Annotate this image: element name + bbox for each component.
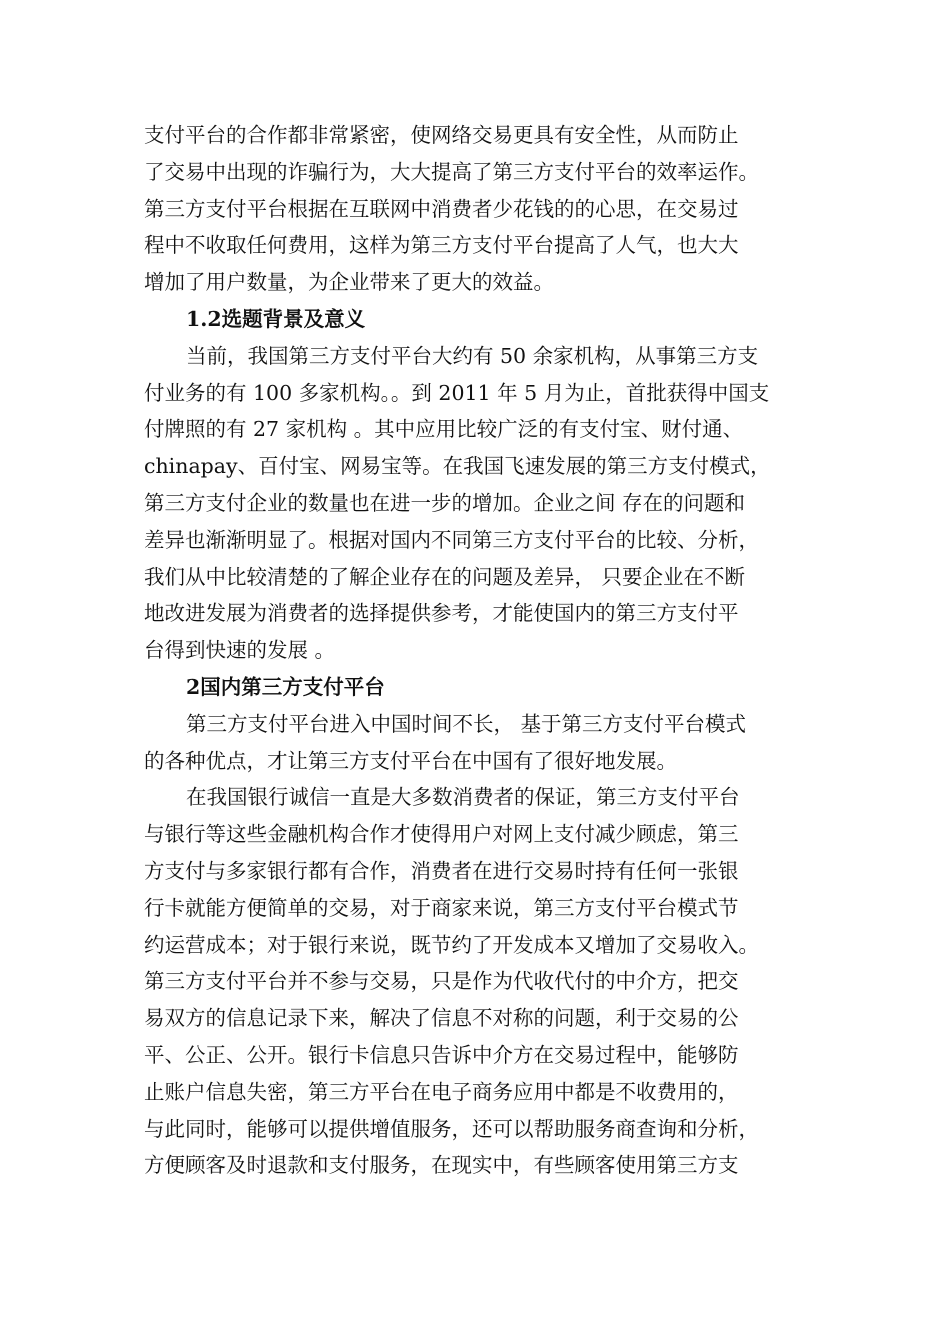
body-text-line: 当前，我国第三方支付平台大约有 50 余家机构，从事第三方支 <box>186 343 759 368</box>
body-text-line: 付牌照的有 27 家机构 。其中应用比较广泛的有支付宝、财付通、 <box>144 417 744 442</box>
body-text-line: 付业务的有 100 多家机构。。到 2011 年 5 月为止，首批获得中国支 <box>144 380 770 405</box>
body-text-line: 方便顾客及时退款和支付服务，在现实中，有些顾客使用第三方支 <box>144 1153 739 1178</box>
body-text-line: 台得到快速的发展 。 <box>144 638 336 663</box>
section-heading: 2国内第三方支付平台 <box>186 674 385 699</box>
body-text-line: 第三方支付平台进入中国时间不长， 基于第三方支付平台模式 <box>186 711 747 736</box>
body-text-line: 止账户信息失密，第三方平台在电子商务应用中都是不收费用的， <box>144 1079 739 1104</box>
document-body <box>144 117 824 1184</box>
body-text-line: 在我国银行诚信一直是大多数消费者的保证，第三方支付平台 <box>186 785 740 810</box>
body-text-line: 增加了用户数量，为企业带来了更大的效益。 <box>144 270 554 295</box>
body-text-line: 平、公正、公开。银行卡信息只告诉中介方在交易过程中，能够防 <box>144 1042 739 1067</box>
body-text-line: 第三方支付企业的数量也在进一步的增加。企业之间 存在的问题和 <box>144 490 746 515</box>
body-text-line: 易双方的信息记录下来，解决了信息不对称的问题，利于交易的公 <box>144 1006 739 1031</box>
body-text-line: 行卡就能方便简单的交易，对于商家来说，第三方支付平台模式节 <box>144 895 739 920</box>
body-text-line: 支付平台的合作都非常紧密，使网络交易更具有安全性，从而防止 <box>144 123 739 147</box>
body-text-line: 我们从中比较清楚的了解企业存在的问题及差异， 只要企业在不断 <box>144 564 746 589</box>
body-text-line: 了交易中出现的诈骗行为，大大提高了第三方支付平台的效率运作。 <box>144 159 759 184</box>
body-text-line: 程中不收取任何费用，这样为第三方支付平台提高了人气，也大大 <box>144 233 739 258</box>
body-text-line: 方支付与多家银行都有合作，消费者在进行交易时持有任何一张银 <box>144 858 739 883</box>
body-text-line: 地改进发展为消费者的选择提供参考，才能使国内的第三方支付平 <box>144 601 739 626</box>
body-text-line: 差异也渐渐明显了。根据对国内不同第三方支付平台的比较、分析， <box>144 527 759 552</box>
body-text-line: 与此同时，能够可以提供增值服务，还可以帮助服务商查询和分析， <box>144 1116 759 1141</box>
body-text-line: 的各种优点，才让第三方支付平台在中国有了很好地发展。 <box>144 748 677 773</box>
body-text-line: 第三方支付平台根据在互联网中消费者少花钱的的心思，在交易过 <box>144 196 739 221</box>
section-heading: 1.2选题背景及意义 <box>186 306 366 331</box>
body-text-line: 约运营成本；对于银行来说，既节约了开发成本又增加了交易收入。 <box>144 932 759 957</box>
body-text-line: 与银行等这些金融机构合作才使得用户对网上支付减少顾虑，第三 <box>144 822 739 847</box>
body-text-line: chinapay、百付宝、网易宝等。在我国飞速发展的第三方支付模式， <box>144 454 771 479</box>
body-text-line: 第三方支付平台并不参与交易，只是作为代收代付的中介方，把交 <box>144 969 739 994</box>
